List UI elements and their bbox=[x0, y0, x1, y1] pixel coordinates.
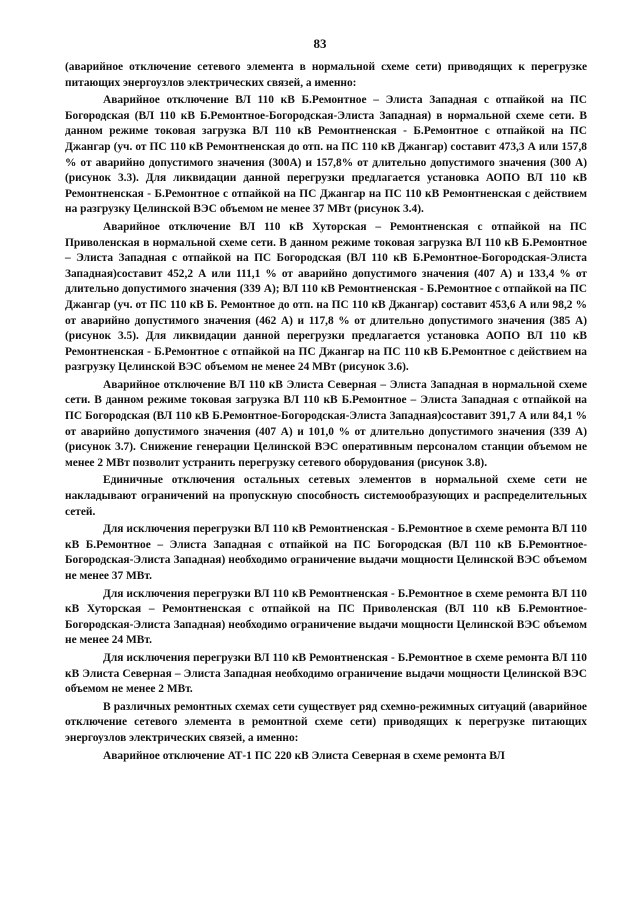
paragraph-1: (аварийное отключение сетевого элемента в нормальной схеме сети) приводящих к перегрузке питающих энергоузлов электрических связей, а именно: bbox=[65, 61, 587, 89]
paragraph-2: Аварийное отключение ВЛ 110 кВ Б.Ремонтное – Элиста Западная с отпайкой на ПС Богородская (ВЛ 110 кВ Б.Ремонтное-Богородская-Элиста Западная) в нормальной схеме сети. В данном режиме токовая загрузка ВЛ 110 кВ Ремонтненская - Б.Ремонтное с отпайкой на ПС Джангар (уч. от ПС 110 кВ Ремонтненская до отп. на ПС 110 кВ Джангар) составит 473,3 А или 157,8 % от аварийно допустимого значения (300А) и 157,8% от длительно допустимого значения (300 А) (рисунок 3.3). Для ликвидации данной перегрузки предлагается установка АОПО ВЛ 110 кВ Ремонтненская - Б.Ремонтное с отпайкой на ПС Джангар на ПС 110 кВ Ремонтненская с действием на разгрузку Целинской ВЭС объемом не менее 37 МВт (рисунок 3.4). bbox=[65, 94, 587, 216]
paragraph-5: Единичные отключения остальных сетевых элементов в нормальной схеме сети не накладывают ограничений на пропускную способность системообразующих и распределительных сетей. bbox=[65, 474, 587, 518]
paragraph-7: Для исключения перегрузки ВЛ 110 кВ Ремонтненская - Б.Ремонтное в схеме ремонта ВЛ 110 кВ Хуторская – Ремонтненская с отпайкой на ПС Приволенская (ВЛ 110 кВ Б.Ремонтное-Богородская-Элиста Западная) необходимо ограничение выдачи мощности Целинской ВЭС объемом не менее 24 МВт. bbox=[65, 587, 587, 647]
page-number: 83 bbox=[313, 36, 327, 51]
paragraph-6: Для исключения перегрузки ВЛ 110 кВ Ремонтненская - Б.Ремонтное в схеме ремонта ВЛ 110 кВ Б.Ремонтное – Элиста Западная с отпайкой на ПС Богородская (ВЛ 110 кВ Б.Ремонтное-Богородская-Элиста Западная) необходимо ограничение выдачи мощности Целинской ВЭС объемом не менее 37 МВт. bbox=[65, 523, 587, 582]
paragraph-3: Аварийное отключение ВЛ 110 кВ Хуторская – Ремонтненская с отпайкой на ПС Приволенская в нормальной схеме сети. В данном режиме токовая загрузка ВЛ 110 кВ Б.Ремонтное – Элиста Западная с отпайкой на ПС Богородская (ВЛ 110 кВ Б.Ремонтное-Богородская-Элиста Западная)составит 452,2 А или 111,1 % от аварийно допустимого значения (407 А) и 133,4 % от длительно допустимого значения (339 А); ВЛ 110 кВ Ремонтненская - Б.Ремонтное с отпайкой на ПС Джангар (уч. от ПС 110 кВ Б. Ремонтное до отп. на ПС 110 кВ Джангар) составит 453,6 А или 98,2 % от аварийно допустимого значения (462 А) и 117,8 % от длительно допустимого значения (385 А) (рисунок 3.5). Для ликвидации данной перегрузки предлагается установка АОПО ВЛ 110 кВ Ремонтненская - Б.Ремонтное с отпайкой на ПС Джангар на ПС 110 кВ Б.Ремонтное с действием на разгрузку Целинской ВЭС объемом не менее 24 МВт (рисунок 3.6). bbox=[65, 220, 587, 374]
paragraph-9: В различных ремонтных схемах сети существует ряд схемно-режимных ситуаций (аварийное отключение сетевого элемента в ремонтной схеме сети) приводящих к перегрузке питающих энергоузлов электрических связей, а именно: bbox=[65, 700, 587, 744]
body-text bbox=[65, 60, 587, 766]
paragraph-10: Аварийное отключение АТ-1 ПС 220 кВ Элиста Северная в схеме ремонта ВЛ bbox=[103, 749, 505, 762]
paragraph-4: Аварийное отключение ВЛ 110 кВ Элиста Северная – Элиста Западная в нормальной схеме сети. В данном режиме токовая загрузка ВЛ 110 кВ Б.Ремонтное – Элиста Западная с отпайкой на ПС Богородская (ВЛ 110 кВ Б.Ремонтное-Богородская-Элиста Западная)составит 391,7 А или 84,1 % от аварийно допустимого значения (407 А) и 101,0 % от длительно допустимого значения (339 А) (рисунок 3.7). Снижение генерации Целинской ВЭС оперативным персоналом станции объемом не менее 2 МВт позволит устранить перегрузку сетевого оборудования (рисунок 3.8). bbox=[65, 378, 587, 469]
paragraph-8: Для исключения перегрузки ВЛ 110 кВ Ремонтненская - Б.Ремонтное в схеме ремонта ВЛ 110 кВ Элиста Северная – Элиста Западная необходимо ограничение выдачи мощности Целинской ВЭС объемом не менее 2 МВт. bbox=[65, 651, 587, 696]
